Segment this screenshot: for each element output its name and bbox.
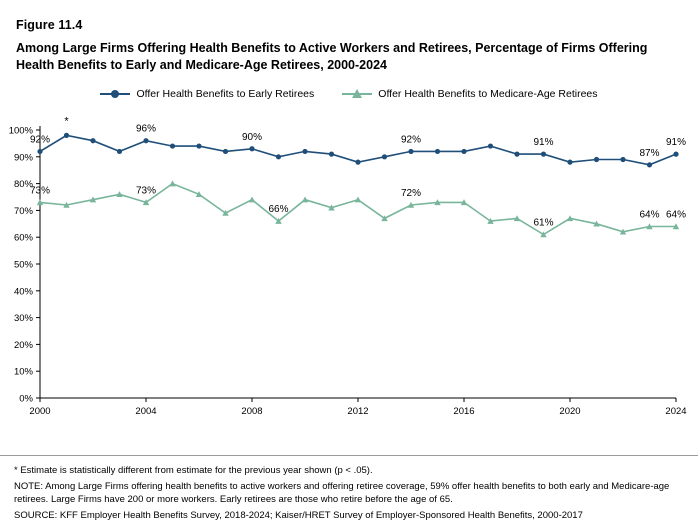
figure-title: Among Large Firms Offering Health Benefits to Active Workers and Retirees, Percentage of Firms Offering Health Benefits to Early and Medicare-Age Retirees, 2000-2024 [16,41,648,72]
data-point-label: 72% [400,188,422,200]
y-tick-label: 50% [13,259,33,271]
x-tick-label: 2016 [453,406,475,417]
line-chart [0,108,698,448]
y-tick-label: 100% [8,125,33,137]
significance-annotation: * [64,115,69,128]
legend-item-medicare-age-retirees[interactable] [342,88,597,100]
data-point-label: 91% [665,137,687,149]
data-point [382,154,387,159]
legend-swatch-early-retirees [100,93,130,95]
data-point [355,196,361,202]
data-point [647,162,652,167]
data-point [302,149,307,154]
legend-label-early-retirees: Offer Health Benefits to Early Retirees [136,88,315,100]
data-point-label: 61% [533,217,554,229]
data-point [223,149,228,154]
data-point [620,157,625,162]
data-point-label: 91% [533,137,554,149]
data-point [37,149,42,154]
y-tick-label: 80% [13,179,33,191]
data-point [594,157,599,162]
data-point [355,160,360,165]
data-point [541,152,546,157]
y-tick-label: 90% [13,152,33,164]
x-tick-label: 2012 [347,406,369,417]
chart-legend [0,88,698,100]
data-point-label: 64% [639,209,660,221]
footnote-statistical-significance: * Estimate is statistically different from estimate for the previous year shown (p < .05). [14,465,373,476]
data-point-label: 73% [135,185,157,197]
data-point [408,149,413,154]
data-point [196,143,201,148]
data-point [488,143,493,148]
legend-swatch-medicare-age-retirees [342,93,372,95]
y-tick-label: 70% [13,205,33,217]
data-point [302,196,308,202]
y-tick-label: 10% [13,366,33,378]
data-point-label: 96% [135,123,157,135]
data-point-label: 92% [29,134,51,146]
data-point [143,138,148,143]
footnotes [0,455,698,525]
data-point [329,152,334,157]
data-point-label: 87% [639,147,660,159]
data-point-label: 73% [29,185,51,197]
x-tick-label: 2000 [29,406,51,417]
y-tick-label: 40% [13,286,33,298]
chart-svg [0,108,698,448]
data-point [435,149,440,154]
data-point [170,143,175,148]
y-tick-label: 30% [13,313,33,325]
data-point [169,180,175,186]
footnote-note: NOTE: Among Large Firms offering health benefits to active workers and offering retiree coverage, 59% offer health benefits to both early and Medicare-age retirees. Large Firms have 200 or more workers. Early retirees are those who retire before the age of 65. [14,481,670,505]
y-tick-label: 60% [13,232,33,244]
x-tick-label: 2004 [135,406,157,417]
legend-item-early-retirees[interactable] [100,88,314,100]
data-point [249,196,255,202]
data-point-label: 64% [665,209,687,221]
data-point [461,149,466,154]
data-point [567,160,572,165]
data-point-label: 92% [400,134,422,146]
data-point-label: 90% [241,131,263,143]
data-point [673,152,678,157]
data-point [514,152,519,157]
x-tick-label: 2024 [665,406,687,417]
x-tick-label: 2020 [559,406,581,417]
data-point [276,154,281,159]
data-point-label: 66% [268,204,289,216]
y-tick-label: 0% [19,393,33,405]
legend-label-medicare-age-retirees: Offer Health Benefits to Medicare-Age Retirees [378,88,598,100]
y-tick-label: 20% [13,339,33,351]
data-point [64,133,69,138]
data-point [117,149,122,154]
data-point [249,146,254,151]
x-tick-label: 2008 [241,406,263,417]
figure-label: Figure 11.4 [16,18,83,32]
footnote-source: SOURCE: KFF Employer Health Benefits Survey, 2018-2024; Kaiser/HRET Survey of Employer-Sponsored Health Benefits, 2000-2017 [14,510,583,521]
data-point [90,138,95,143]
